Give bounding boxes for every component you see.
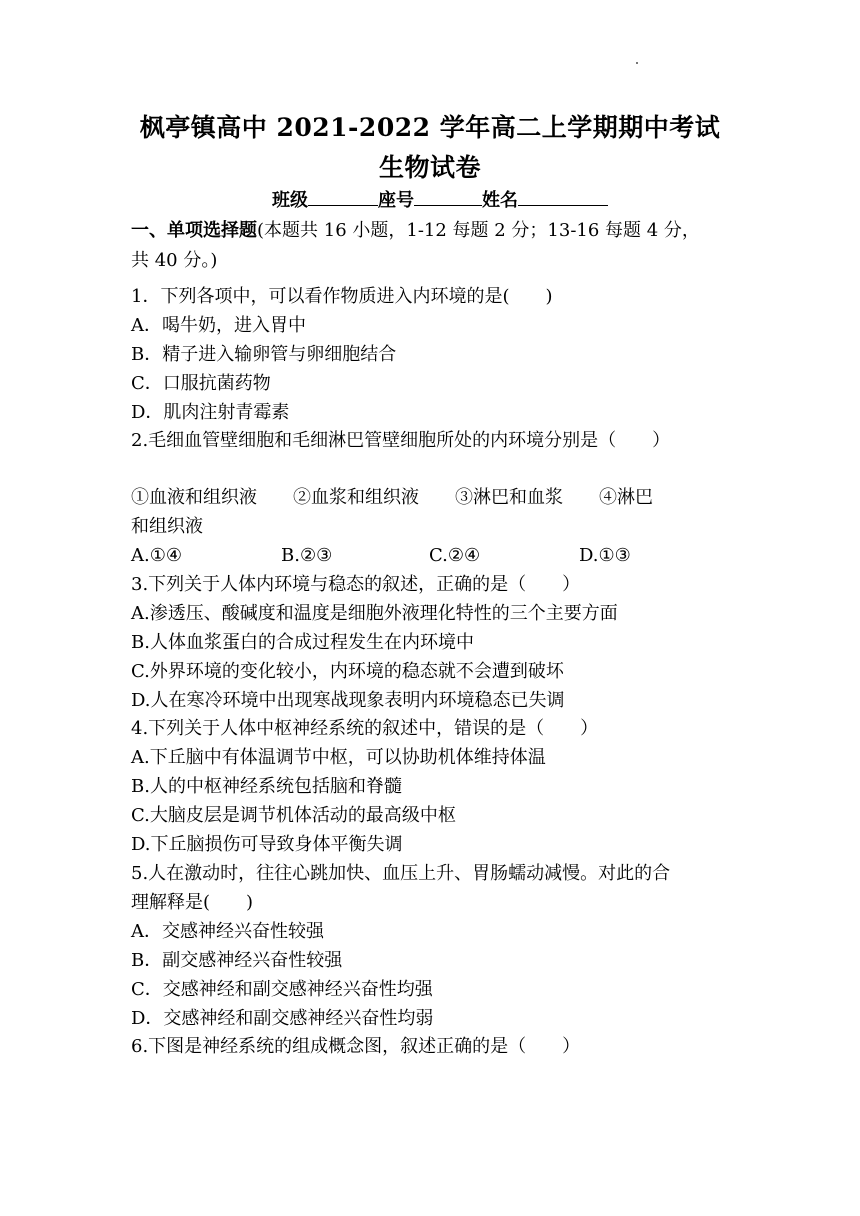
student-info-row <box>272 186 608 212</box>
question-3-stem: 3.下列关于人体内环境与稳态的叙述，正确的是（ ） <box>131 574 581 595</box>
seat-label: 座号 <box>378 190 414 211</box>
question-3-option-d: D.人在寒冷环境中出现寒战现象表明内环境稳态已失调 <box>131 690 565 711</box>
question-1-option-c: C．口服抗菌药物 <box>131 373 271 394</box>
question-1-option-b: B．精子进入输卵管与卵细胞结合 <box>131 344 397 365</box>
class-label: 班级 <box>272 190 308 211</box>
question-1-option-d: D．肌肉注射青霉素 <box>131 402 290 423</box>
question-2-stem: 2.毛细血管壁细胞和毛细淋巴管壁细胞所处的内环境分别是（ ） <box>131 430 671 451</box>
question-4-option-c: C.大脑皮层是调节机体活动的最高级中枢 <box>131 805 456 826</box>
question-3-option-a: A.渗透压、酸碱度和温度是细胞外液理化特性的三个主要方面 <box>131 603 618 624</box>
question-5-stem: 5.人在激动时，往往心跳加快、血压上升、胃肠蠕动减慢。对此的合 <box>131 863 671 884</box>
question-2-option-a: A.①④ <box>131 545 182 566</box>
question-2-option-d: D.①③ <box>579 545 631 566</box>
question-6-stem: 6.下图是神经系统的组成概念图，叙述正确的是（ ） <box>131 1036 581 1057</box>
question-5-option-c: C．交感神经和副交感神经兴奋性均强 <box>131 979 433 1000</box>
section-heading: 一、单项选择题 <box>131 220 257 241</box>
question-1-stem: 1．下列各项中，可以看作物质进入内环境的是( ) <box>131 286 553 307</box>
question-3-option-c: C.外界环境的变化较小，内环境的稳态就不会遭到破坏 <box>131 661 564 682</box>
section-note: (本题共 16 小题，1-12 每题 2 分；13-16 每题 4 分， <box>257 220 700 241</box>
seat-blank <box>414 189 482 206</box>
name-blank <box>518 189 608 206</box>
question-2-items-cont: 和组织液 <box>131 516 203 537</box>
question-5-option-b: B．副交感神经兴奋性较强 <box>131 950 343 971</box>
exam-subject: 生物试卷 <box>378 153 481 182</box>
question-3-option-b: B.人体血浆蛋白的合成过程发生在内环境中 <box>131 632 474 653</box>
question-2-option-b: B.②③ <box>281 545 333 566</box>
question-2-items: ①血液和组织液 ②血浆和组织液 ③淋巴和血浆 ④淋巴 <box>131 487 653 508</box>
question-4-option-d: D.下丘脑损伤可导致身体平衡失调 <box>131 834 403 855</box>
name-label: 姓名 <box>482 190 518 211</box>
question-4-option-b: B.人的中枢神经系统包括脑和脊髓 <box>131 776 402 797</box>
question-4-option-a: A.下丘脑中有体温调节中枢，可以协助机体维持体温 <box>131 747 546 768</box>
class-blank <box>308 189 378 206</box>
section-note-cont: 共 40 分。) <box>131 250 218 271</box>
question-2-option-c: C.②④ <box>429 545 481 566</box>
section-heading-line <box>131 218 700 244</box>
exam-title: 枫亭镇高中 2021-2022 学年高二上学期期中考试 <box>139 113 721 142</box>
question-4-stem: 4.下列关于人体中枢神经系统的叙述中，错误的是（ ） <box>131 718 599 739</box>
question-5-stem-cont: 理解释是( ) <box>131 892 254 913</box>
question-2-options <box>131 543 631 569</box>
scan-dot <box>636 62 638 64</box>
question-5-option-a: A．交感神经兴奋性较强 <box>131 921 324 942</box>
question-5-option-d: D．交感神经和副交感神经兴奋性均弱 <box>131 1008 434 1029</box>
question-1-option-a: A．喝牛奶，进入胃中 <box>131 315 306 336</box>
